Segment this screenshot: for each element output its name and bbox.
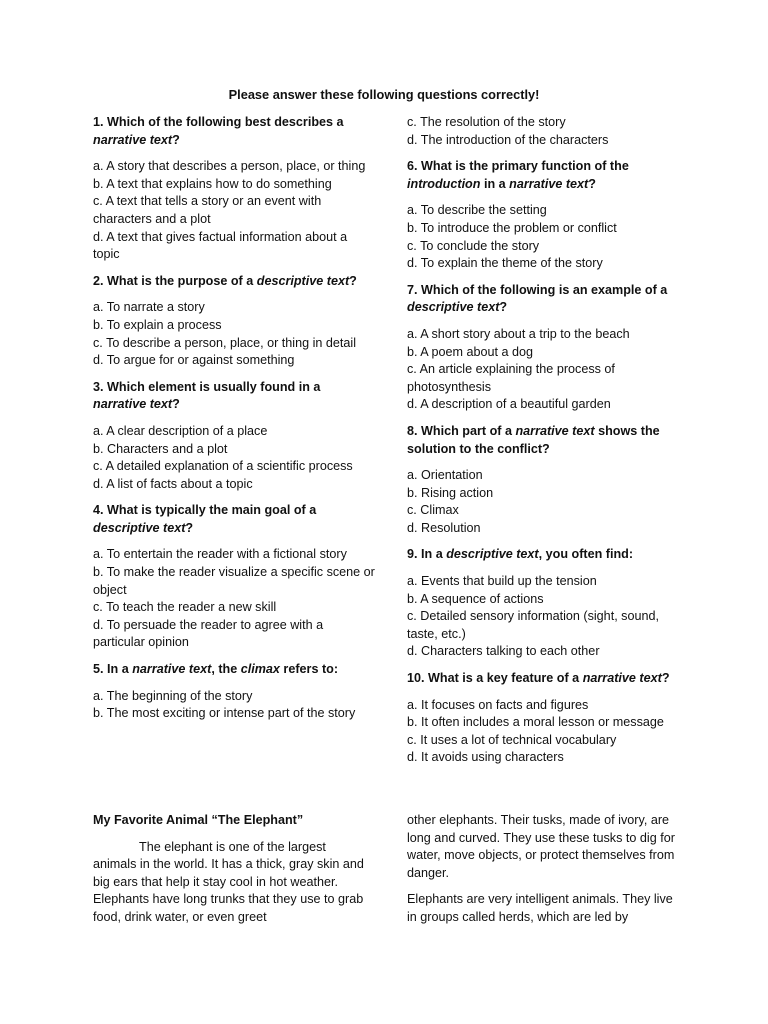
question-8: [407, 423, 675, 538]
options-list: [407, 697, 675, 767]
option-a: a. A short story about a trip to the beach: [407, 326, 630, 341]
option-d: d. Resolution: [407, 520, 481, 535]
essay-paragraph-1: The elephant is one of the largest animals in the world. It has a thick, gray skin and big ears that help it stay cool in hot weather. Elephants have long trunks that they use to grab food, drink water, or even greet: [93, 839, 364, 924]
option-a: a. It focuses on facts and figures: [407, 697, 589, 712]
options-list: [93, 299, 375, 369]
question-10: [407, 670, 675, 767]
option-c: c. An article explaining the process of photosynthesis: [407, 362, 615, 394]
question-3: [93, 379, 375, 494]
options-list: [93, 546, 375, 652]
essay-paragraph-1-continued: other elephants. Their tusks, made of ivory, are long and curved. They use these tusks to dig for water, move objects, or protect themselves from danger.: [407, 813, 675, 880]
option-a: a. To describe the setting: [407, 203, 547, 218]
option-a: a. A clear description of a place: [93, 423, 268, 438]
option-c: c. To describe a person, place, or thing in detail: [93, 335, 356, 350]
option-a: a. A story that describes a person, place, or thing: [93, 159, 366, 174]
options-list: [407, 326, 675, 414]
question-text: 10. What is a key feature of a narrative text?: [407, 671, 670, 686]
question-text: 8. Which part of a narrative text shows the solution to the conflict?: [407, 423, 660, 456]
essay-title: My Favorite Animal “The Elephant”: [93, 813, 304, 827]
question-text: 5. In a narrative text, the climax refers to:: [93, 662, 339, 677]
question-text: 4. What is typically the main goal of a descriptive text?: [93, 503, 317, 535]
option-c: c. A detailed explanation of a scientific process: [93, 459, 353, 474]
essay-column-left: [93, 812, 365, 936]
question-4: [93, 502, 375, 652]
option-d: d. To explain the theme of the story: [407, 256, 603, 271]
options-list: [93, 688, 375, 723]
option-b: b. Rising action: [407, 485, 494, 500]
option-c: c. To teach the reader a new skill: [93, 600, 277, 615]
options-list-continued: [407, 114, 675, 149]
option-b: b. Characters and a plot: [93, 441, 228, 456]
option-a: a. To entertain the reader with a fictional story: [93, 547, 347, 562]
option-b: b. A poem about a dog: [407, 344, 534, 359]
option-b: b. It often includes a moral lesson or message: [407, 715, 664, 730]
questions-column-right: [407, 114, 675, 776]
question-9: [407, 546, 675, 661]
option-d: d. Characters talking to each other: [407, 644, 600, 659]
option-d: d. To argue for or against something: [93, 353, 295, 368]
questions-column-left: [93, 114, 375, 732]
option-d: d. It avoids using characters: [407, 750, 564, 765]
question-1: [93, 114, 375, 264]
option-c: c. A text that tells a story or an event with characters and a plot: [93, 194, 322, 226]
option-d: d. A list of facts about a topic: [93, 476, 253, 491]
option-c: c. The resolution of the story: [407, 115, 566, 129]
essay-column-right: [407, 812, 675, 936]
option-b: b. A text that explains how to do something: [93, 176, 332, 191]
options-list: [407, 202, 675, 272]
question-text: 6. What is the primary function of the introduction in a narrative text?: [407, 159, 629, 191]
question-text: 9. In a descriptive text, you often find:: [407, 547, 634, 562]
option-c: c. Climax: [407, 503, 459, 518]
option-d: d. A text that gives factual information about a topic: [93, 229, 348, 262]
option-b: b. To introduce the problem or conflict: [407, 220, 617, 235]
question-5: [93, 661, 375, 723]
options-list: [407, 467, 675, 537]
option-a: a. Orientation: [407, 468, 483, 483]
question-6: [407, 158, 675, 273]
options-list: [93, 423, 375, 493]
question-text: 3. Which element is usually found in a narrative text?: [93, 379, 321, 412]
question-text: 1. Which of the following best describes a narrative text?: [93, 115, 344, 147]
option-a: a. To narrate a story: [93, 300, 205, 315]
option-b: b. The most exciting or intense part of the story: [93, 706, 356, 721]
options-list: [93, 158, 375, 264]
question-7: [407, 282, 675, 414]
option-b: b. A sequence of actions: [407, 591, 544, 606]
page-title: Please answer these following questions correctly!: [228, 87, 540, 102]
option-b: b. To make the reader visualize a specific scene or object: [93, 565, 375, 597]
option-a: a. The beginning of the story: [93, 688, 253, 703]
option-d: d. To persuade the reader to agree with a particular opinion: [93, 617, 324, 650]
question-text: 7. Which of the following is an example of a descriptive text?: [407, 282, 668, 315]
option-d: d. A description of a beautiful garden: [407, 397, 611, 412]
option-c: c. To conclude the story: [407, 238, 540, 253]
option-d: d. The introduction of the characters: [407, 132, 609, 147]
option-a: a. Events that build up the tension: [407, 574, 597, 589]
question-text: 2. What is the purpose of a descriptive text?: [93, 273, 357, 288]
option-b: b. To explain a process: [93, 317, 222, 332]
option-c: c. It uses a lot of technical vocabulary: [407, 732, 617, 747]
options-list: [407, 573, 675, 661]
essay-paragraph-2: Elephants are very intelligent animals. They live in groups called herds, which are led by: [407, 892, 673, 924]
question-2: [93, 273, 375, 370]
option-c: c. Detailed sensory information (sight, sound, taste, etc.): [407, 609, 659, 641]
